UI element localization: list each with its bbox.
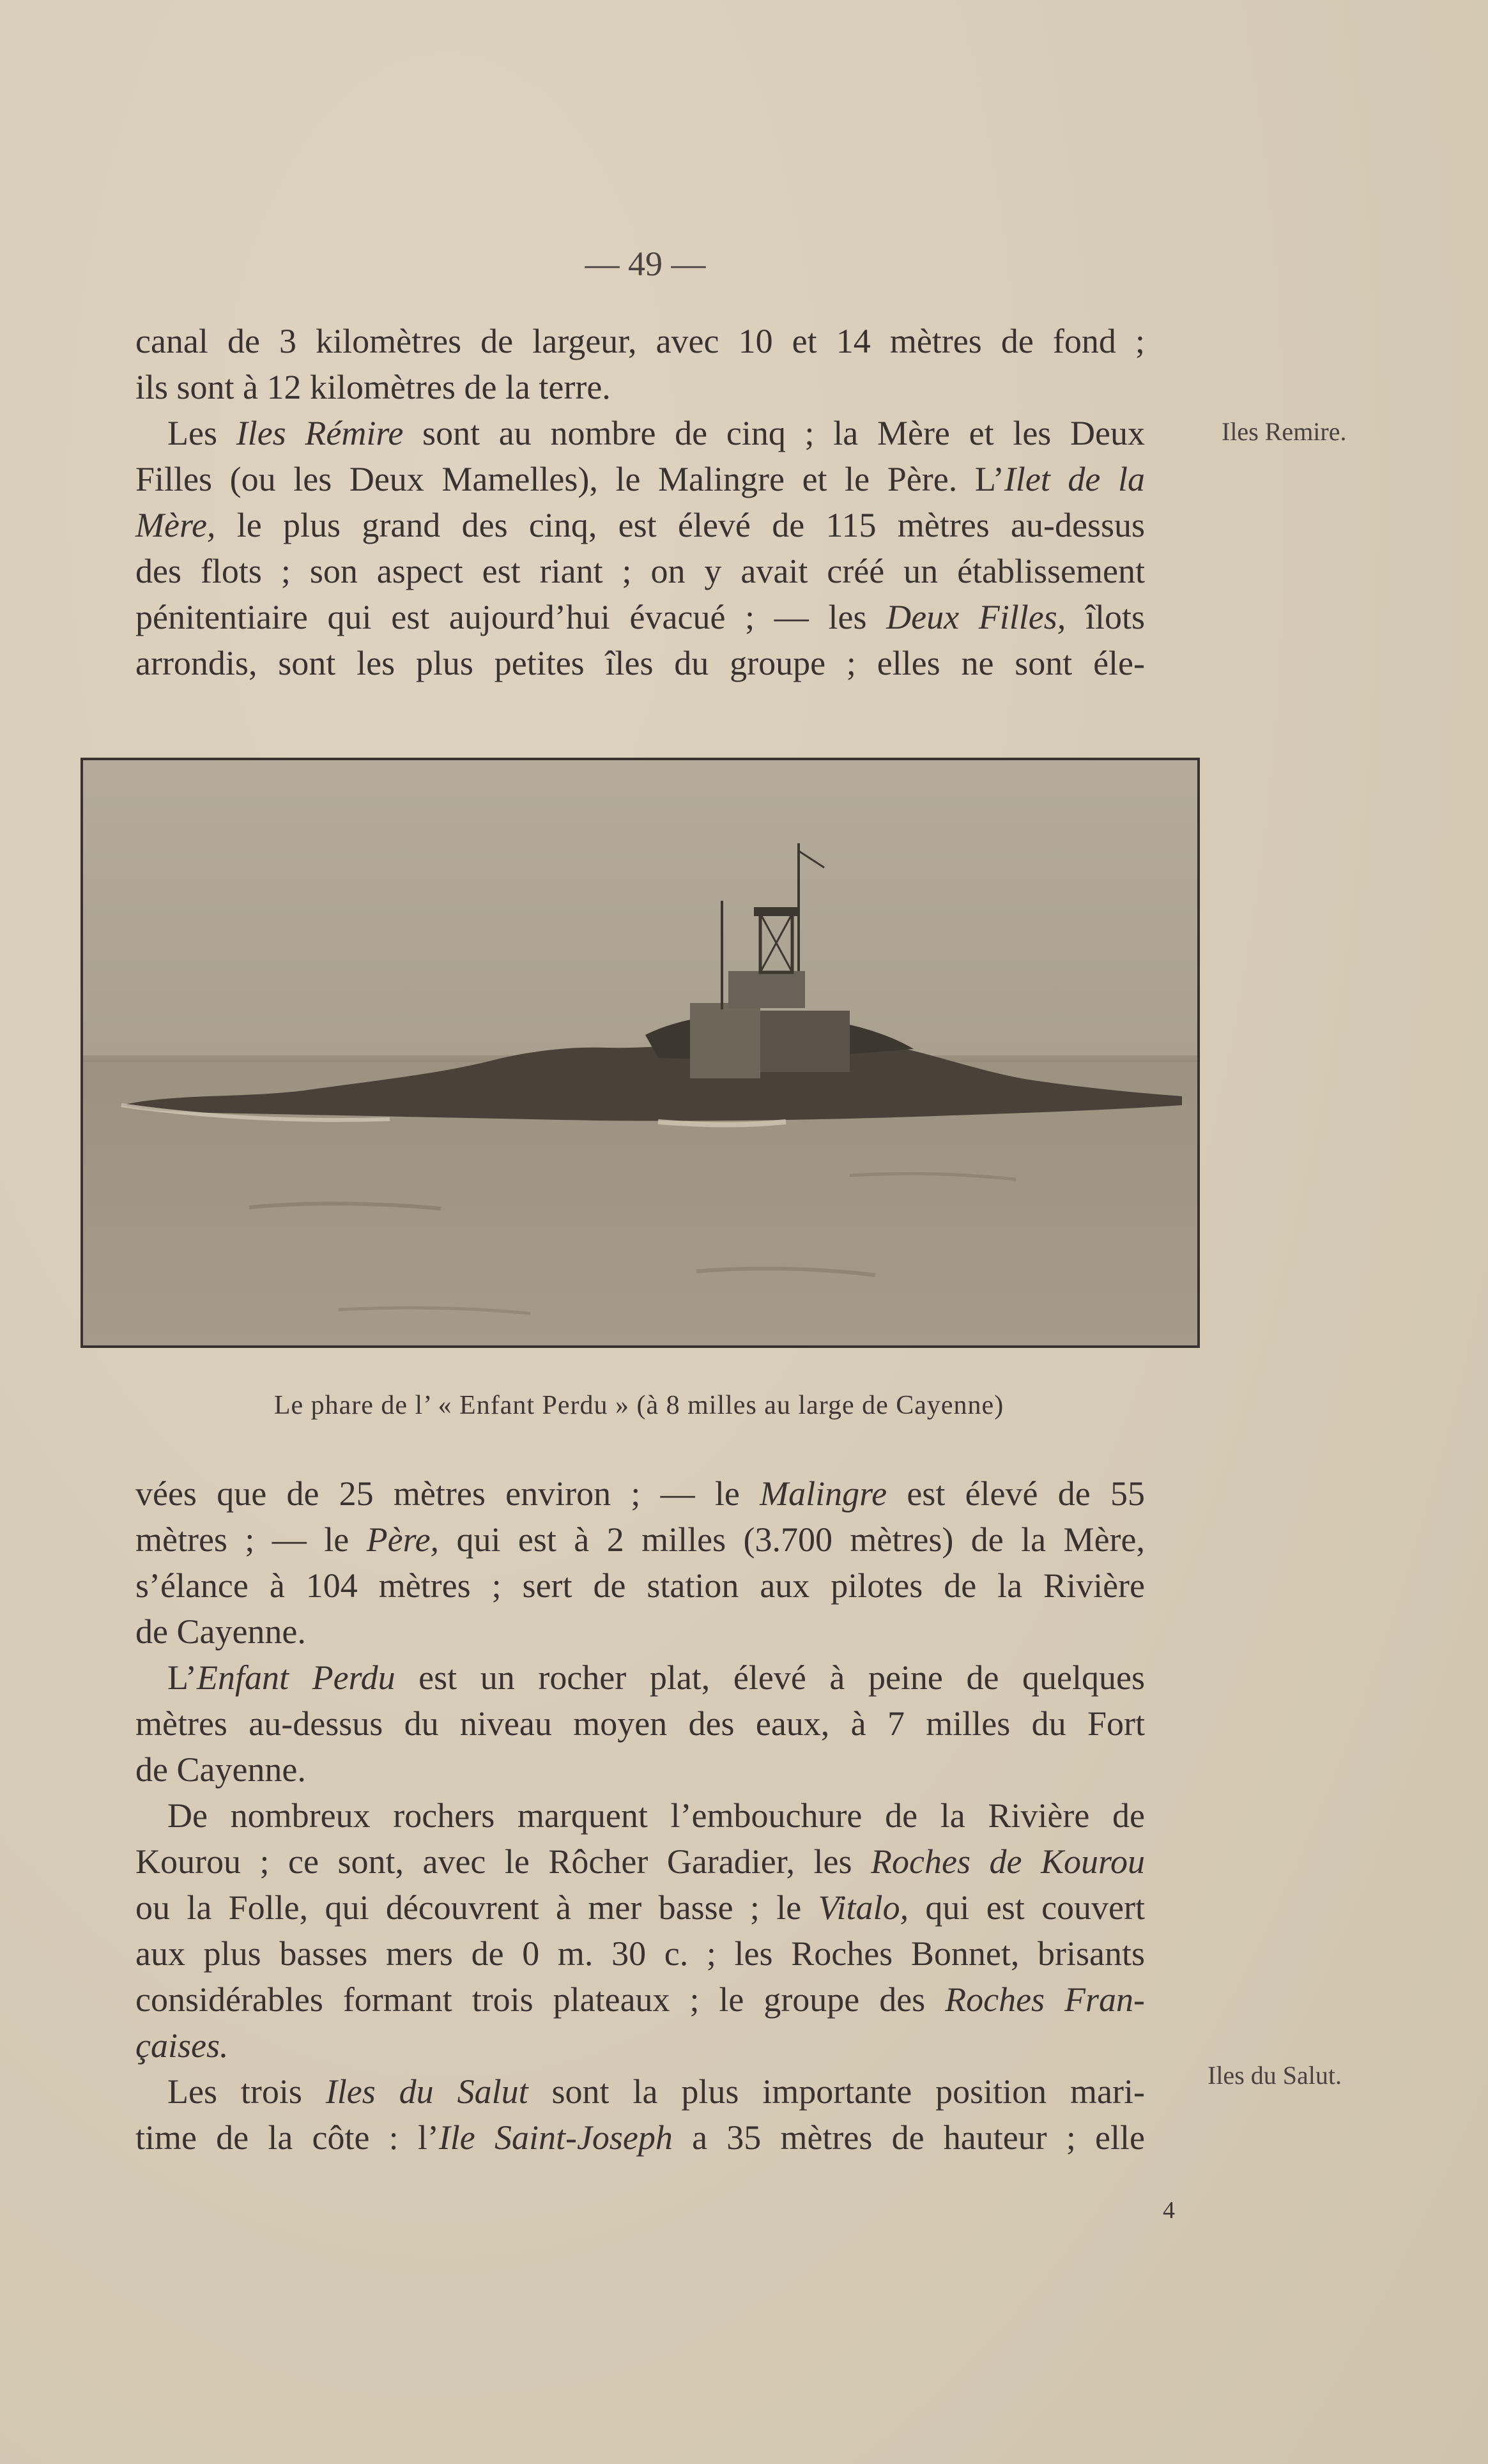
text-line: de Cayenne. [135,1750,306,1789]
text-line: ils sont à 12 kilomètres de la terre. [135,368,611,406]
text-line: Les trois Iles du Salut sont la plus importante position mari- [167,2072,1145,2111]
text-line: pénitentiaire qui est aujourd’hui évacué ; — les Deux Filles, îlots [135,598,1145,636]
text-line: ou la Folle, qui découvrent à mer basse ; le Vitalo, qui est couvert [135,1888,1145,1927]
text-line: vées que de 25 mètres environ ; — le Malingre est élevé de 55 [135,1474,1145,1513]
body-text-bottom [135,1471,1145,2161]
text-line: de Cayenne. [135,1612,306,1651]
text-line: s’élance à 104 mètres ; sert de station aux pilotes de la Rivière [135,1566,1145,1605]
text-line: mètres ; — le Père, qui est à 2 milles (3.700 mètres) de la Mère, [135,1520,1145,1559]
text-line: time de la côte : l’Ile Saint-Joseph a 35 mètres de hauteur ; elle [135,2118,1145,2157]
text-line: L’Enfant Perdu est un rocher plat, élevé à peine de quelques [167,1658,1146,1697]
lighthouse-photo [81,758,1200,1348]
margin-note-remire: Iles Remire. [1222,417,1347,446]
text-line: Les Iles Rémire sont au nombre de cinq ; la Mère et les Deux [167,414,1145,452]
text-line: De nombreux rochers marquent l’embouchure de la Rivière de [167,1796,1145,1835]
signature-mark: 4 [1163,2197,1175,2224]
text-line: aux plus basses mers de 0 m. 30 c. ; les Roches Bonnet, brisants [135,1934,1145,1973]
text-line: arrondis, sont les plus petites îles du groupe ; elles ne sont éle- [135,644,1145,682]
body-text-top [135,318,1145,686]
text-line: canal de 3 kilomètres de largeur, avec 10 et 14 mètres de fond ; [135,322,1145,360]
text-line: mètres au-dessus du niveau moyen des eaux, à 7 milles du Fort [135,1704,1145,1743]
text-line: Kourou ; ce sont, avec le Rôcher Garadier, les Roches de Kourou [135,1842,1146,1881]
photo-caption: Le phare de l’ « Enfant Perdu » (à 8 milles au large de Cayenne) [273,1391,1004,1420]
text-line: Filles (ou les Deux Mamelles), le Malingre et le Père. L’Ilet de la [135,460,1145,498]
page-number: — 49 — [585,245,706,283]
margin-note-salut: Iles du Salut. [1208,2061,1342,2090]
text-line: Mère, le plus grand des cinq, est élevé de 115 mètres au-dessus [135,506,1145,544]
text-line: considérables formant trois plateaux ; le groupe des Roches Fran- [135,1980,1145,2019]
text-line: çaises. [135,2026,229,2065]
text-line: des flots ; son aspect est riant ; on y avait créé un établissement [135,552,1145,590]
lighthouse-photo-image [83,760,1197,1345]
